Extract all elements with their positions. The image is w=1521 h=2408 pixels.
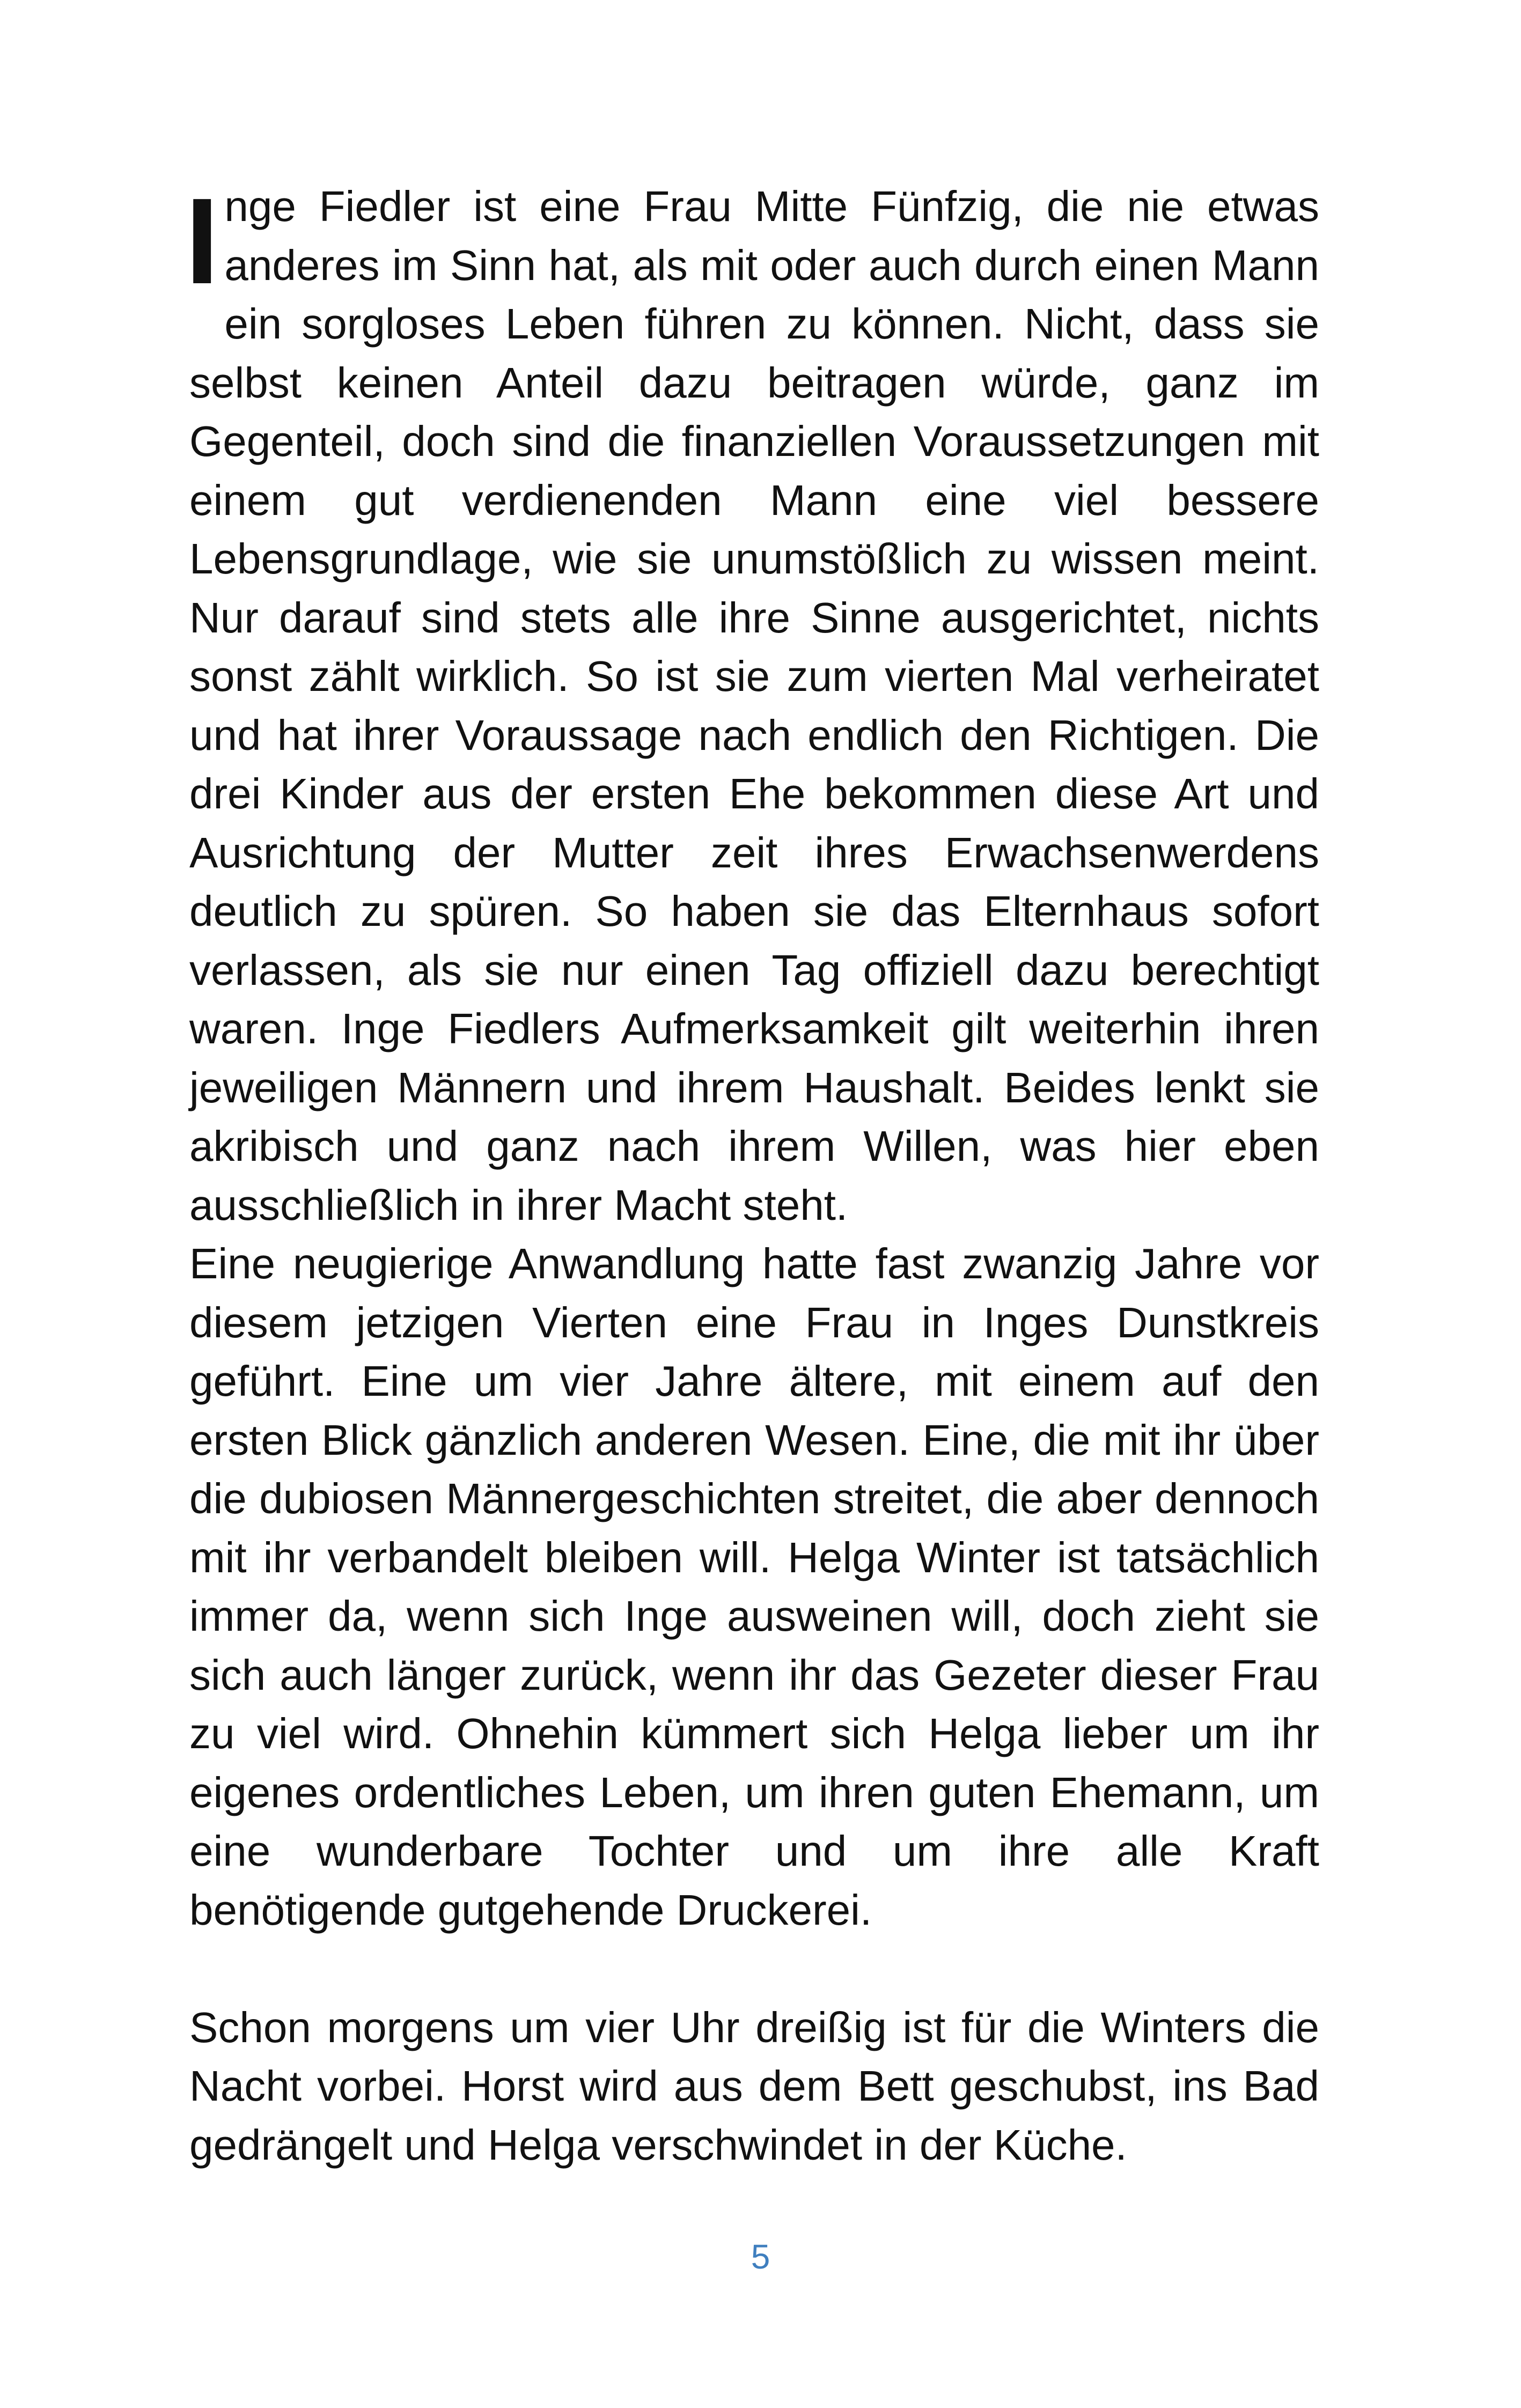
drop-cap: I <box>185 173 219 310</box>
body-text <box>185 173 1319 2174</box>
page-number: 5 <box>751 2237 770 2276</box>
paragraph-1-text: nge Fiedler ist eine Frau Mitte Fünfzig, die nie etwas anderes im Sinn hat, als mit oder auch durch einen Mann ein sorgloses Leben führen zu können. Nicht, dass sie selbst keinen Anteil dazu beitragen würde, ganz im Gegenteil, doch sind die finanziellen Voraussetzungen mit einem gut verdienenden Mann eine viel bessere Lebensgrundlage, wie sie unumstößlich zu wissen meint. Nur darauf sind stets alle ihre Sinne ausgerichtet, nichts sonst zählt wirklich. So ist sie zum vierten Mal verheiratet und hat ihrer Voraussage nach endlich den Richtigen. Die drei Kinder aus der ersten Ehe bekommen diese Art und Ausrichtung der Mutter zeit ihres Erwachsenwerdens deutlich zu spüren. So haben sie das Elternhaus sofort verlassen, als sie nur einen Tag offiziell dazu berechtigt waren. Inge Fiedlers Aufmerksamkeit gilt weiterhin ihren jeweiligen Männern und ihrem Haushalt. Beides lenkt sie akribisch und ganz nach ihrem Willen, was hier eben ausschließlich in ihrer Macht steht. <box>189 182 1319 1229</box>
paragraph-3: Schon morgens um vier Uhr dreißig ist für die Winters die Nacht vorbei. Horst wird aus dem Bett geschubst, ins Bad gedrängelt und Helga verschwindet in der Küche. <box>189 2003 1319 2169</box>
paragraph-2: Eine neugierige Anwandlung hatte fast zwanzig Jahre vor diesem jetzigen Vierten eine Frau in Inges Dunstkreis geführt. Eine um vier Jahre ältere, mit einem auf den ersten Blick gänzlich anderen Wesen. Eine, die mit ihr über die dubiosen Männergeschichten streitet, die aber dennoch mit ihr verbandelt bleiben will. Helga Winter ist tatsächlich immer da, wenn sich Inge ausweinen will, doch zieht sie sich auch länger zurück, wenn ihr das Gezeter dieser Frau zu viel wird. Ohnehin kümmert sich Helga lieber um ihr eigenes ordentliches Leben, um ihren guten Ehemann, um eine wunderbare Tochter und um ihre alle Kraft benötigende gutgehende Druckerei. <box>189 1240 1319 1934</box>
paragraph-1 <box>185 173 1319 1234</box>
